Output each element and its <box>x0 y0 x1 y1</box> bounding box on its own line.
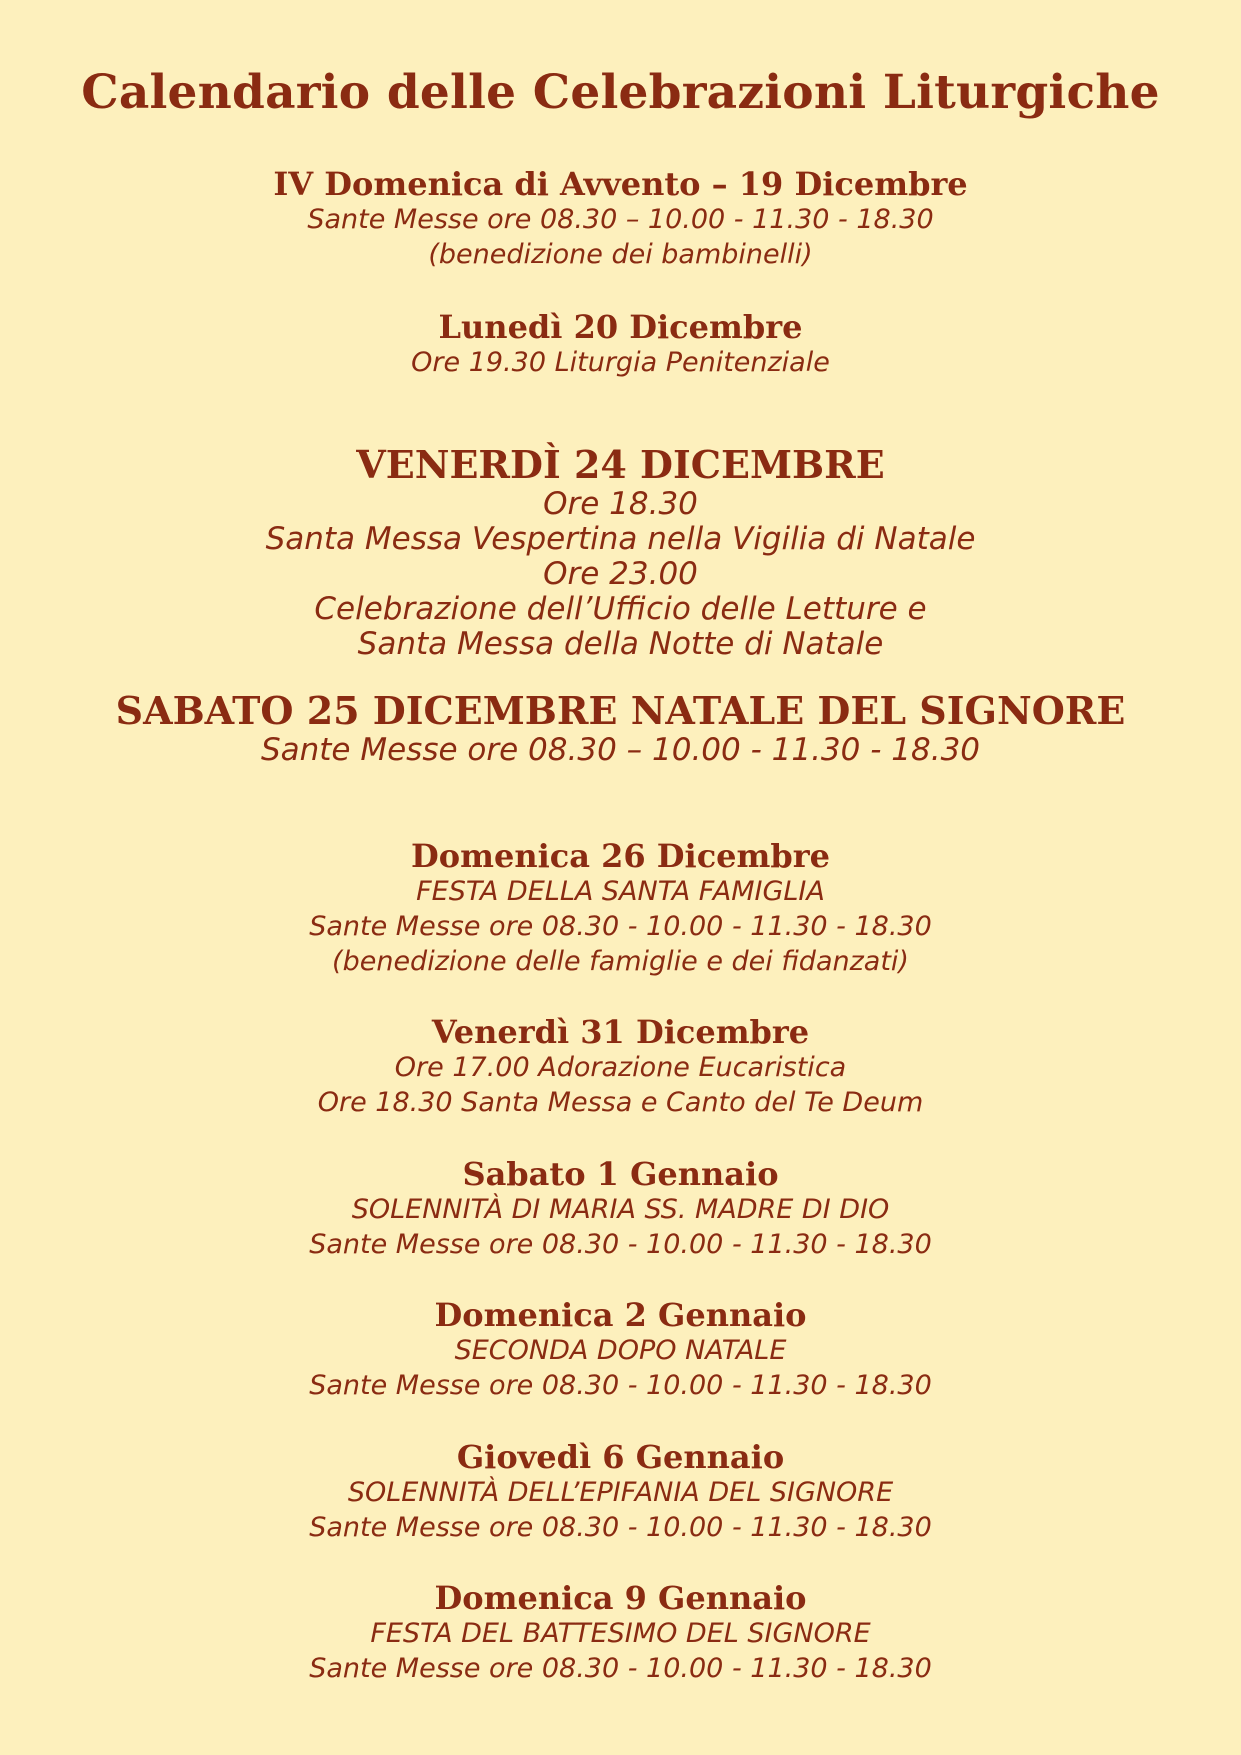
event-line: FESTA DELLA SANTA FAMIGLIA <box>416 876 825 907</box>
event-heading: Domenica 9 Gennaio <box>434 1579 807 1617</box>
event-jan-1 <box>0 1156 1241 1262</box>
event-line: SOLENNITÀ DELL’EPIFANIA DEL SIGNORE <box>347 1477 894 1508</box>
event-line: (benedizione delle famiglie e dei fidanzati) <box>332 946 909 977</box>
event-christmas-day <box>0 689 1241 768</box>
event-heading: Lunedì 20 Dicembre <box>438 308 803 346</box>
event-dec-31 <box>0 1014 1241 1120</box>
event-heading: Domenica 2 Gennaio <box>434 1296 807 1334</box>
event-christmas-eve <box>0 443 1241 662</box>
event-line: Sante Messe ore 08.30 – 10.00 - 11.30 - 18.30 <box>260 732 981 768</box>
event-line: Santa Messa della Notte di Natale <box>357 626 884 662</box>
event-line: Ore 18.30 <box>543 486 698 522</box>
event-heading: Giovedì 6 Gennaio <box>456 1438 785 1476</box>
event-line: Ore 18.30 Santa Messa e Canto del Te Deum <box>317 1087 924 1118</box>
event-line: Sante Messe ore 08.30 – 10.00 - 11.30 - 18.30 <box>307 204 934 235</box>
event-line: Ore 17.00 Adorazione Eucaristica <box>394 1052 847 1083</box>
event-line: Celebrazione dell’Ufficio delle Letture e <box>314 591 927 627</box>
event-line: Sante Messe ore 08.30 - 10.00 - 11.30 - 18.30 <box>309 1370 932 1401</box>
event-heading: IV Domenica di Avvento – 19 Dicembre <box>273 165 968 203</box>
event-heading: VENERDÌ 24 DICEMBRE <box>356 442 885 487</box>
event-heading: Sabato 1 Gennaio <box>462 1155 779 1193</box>
event-line: Sante Messe ore 08.30 - 10.00 - 11.30 - 18.30 <box>309 1512 932 1543</box>
event-advent-sunday <box>0 166 1241 272</box>
event-line: (benedizione dei bambinelli) <box>428 239 813 270</box>
event-heading: SABATO 25 DICEMBRE NATALE DEL SIGNORE <box>115 688 1126 733</box>
event-line: Sante Messe ore 08.30 - 10.00 - 11.30 - 18.30 <box>309 1229 932 1260</box>
event-line: SECONDA DOPO NATALE <box>454 1335 787 1366</box>
event-heading: Venerdì 31 Dicembre <box>431 1013 810 1051</box>
event-jan-6 <box>0 1439 1241 1545</box>
event-line: Sante Messe ore 08.30 - 10.00 - 11.30 - 18.30 <box>309 911 932 942</box>
event-dec-26 <box>0 838 1241 979</box>
event-line: Ore 19.30 Liturgia Penitenziale <box>411 347 830 378</box>
event-line: Sante Messe ore 08.30 - 10.00 - 11.30 - 18.30 <box>309 1653 932 1684</box>
event-heading: Domenica 26 Dicembre <box>411 837 830 875</box>
event-jan-9 <box>0 1580 1241 1686</box>
event-dec-20 <box>0 309 1241 380</box>
event-jan-2 <box>0 1297 1241 1403</box>
event-line: SOLENNITÀ DI MARIA SS. MADRE DI DIO <box>351 1194 890 1225</box>
event-line: Ore 23.00 <box>543 556 698 592</box>
event-line: FESTA DEL BATTESIMO DEL SIGNORE <box>370 1618 871 1649</box>
page-title: Calendario delle Celebrazioni Liturgiche <box>81 65 1160 120</box>
event-line: Santa Messa Vespertina nella Vigilia di Natale <box>265 521 976 557</box>
